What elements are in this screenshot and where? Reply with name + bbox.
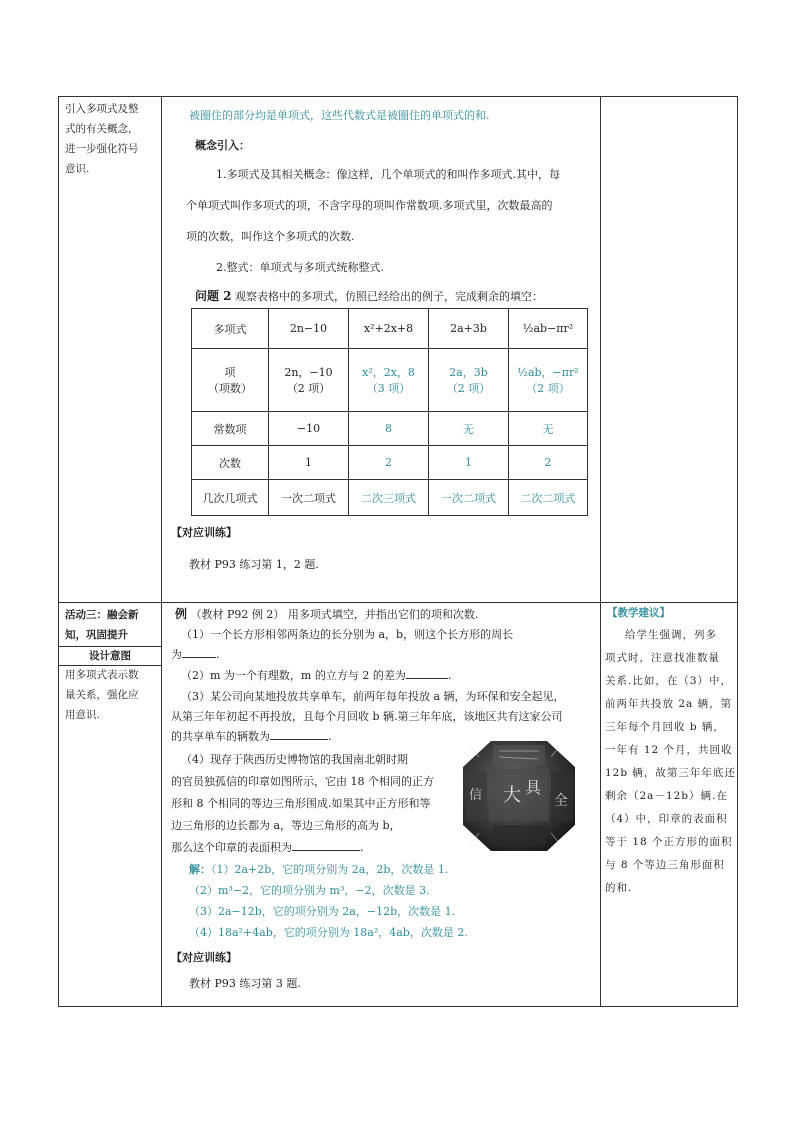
training-text: 教材 P93 练习第 1，2 题. [189, 558, 319, 571]
table-cell [429, 349, 509, 412]
solution-2: （2）m³−2，它的项分别为 m³，−2，次数是 3. [189, 884, 430, 897]
answer-blank [406, 668, 448, 679]
seal-drawing [459, 737, 579, 855]
row-divider [59, 602, 737, 603]
table-cell [269, 349, 349, 412]
cell-count: （2 项） [286, 382, 331, 395]
cell-terms: ½ab，−πr² [517, 366, 579, 379]
table-cell: −10 [269, 412, 349, 446]
row2-design-intent [65, 665, 157, 725]
suggestion-line: 剩余（2a－12b）辆.在 [605, 790, 728, 802]
example-3: （3）某公司向某地投放共享单车，前两年每年投放 a 辆，为环保和安全起见， [181, 690, 565, 703]
table-row [192, 309, 588, 349]
solution-3: （3）2a−12b，它的项分别为 2a，−12b，次数是 1. [189, 905, 456, 918]
row-header-text: 项 [224, 366, 236, 379]
table-cell: 一次二项式 [429, 480, 509, 516]
example-heading [171, 604, 599, 625]
row-header [192, 349, 269, 412]
intent-line: 进一步强化符号 [65, 143, 139, 155]
table-row [192, 349, 588, 412]
example-4-line: 形和 8 个相同的等边三角形围成.如果其中正方形和等 [171, 797, 431, 810]
intent-line: 意识. [65, 163, 90, 175]
training-title: 【对应训练】 [171, 951, 237, 964]
example-1-text: 为 [171, 648, 182, 661]
concept-1 [174, 159, 598, 252]
example-2-text: （2）m 为一个有理数，m 的立方与 2 的差为 [181, 669, 406, 682]
suggestion-line: 的和. [605, 882, 633, 894]
seal-char: 信 [469, 788, 483, 803]
design-label: 设计意图 [59, 646, 161, 666]
table-cell: 二次二项式 [509, 480, 588, 516]
example-4-line: 的官员独孤信的印章如图所示，它由 18 个相同的正方 [171, 775, 434, 788]
suggestion-title: 【教学建议】 [607, 607, 670, 619]
cell-count: （3 项） [366, 382, 411, 395]
table-cell: 无 [429, 412, 509, 446]
intent-line: 式的有关概念， [65, 123, 139, 135]
activity-title [65, 605, 139, 645]
row-header: 常数项 [192, 412, 269, 446]
question-label: 问题 2 [195, 289, 232, 303]
table-cell [349, 349, 429, 412]
table-cell: ½ab−πr² [509, 309, 588, 349]
intent-line: 用多项式表示数 [65, 669, 139, 681]
table-cell: 2 [509, 446, 588, 480]
question-text: 观察表格中的多项式，仿照已经给出的例子，完成剩余的填空： [235, 290, 544, 303]
example-2: （2）m 为一个有理数，m 的立方与 2 的差为 . [181, 669, 452, 682]
example-3-end: 的共享单车的辆数为 . [171, 730, 332, 743]
table-cell [509, 349, 588, 412]
table-row [192, 412, 588, 446]
seal-image [459, 737, 579, 855]
solution-text: （1）2a+2b，它的项分别为 2a，2b，次数是 1. [211, 863, 449, 876]
table-cell: 2a+3b [429, 309, 509, 349]
concept-title: 概念引入： [195, 139, 250, 152]
answer-blank [292, 840, 360, 851]
polynomial-table [191, 308, 588, 516]
suggestion-line: 三年每个月回收 b 辆， [605, 721, 725, 733]
seal-char: 大 [503, 785, 521, 806]
example-text: （教材 P92 例 2） 用多项式填空，并指出它们的项和次数. [190, 608, 479, 621]
suggestion-line: 项式时，注意找准数量 [605, 652, 720, 664]
solution-label: 解： [189, 863, 211, 876]
seal-char: 全 [554, 793, 568, 809]
table-cell: 无 [509, 412, 588, 446]
cell-count: （2 项） [526, 382, 570, 395]
suggestion-line: 等于 18 个正方形的面积 [605, 836, 733, 848]
row1-design-intent [65, 99, 157, 179]
example-4-line: 边三角形的边长都为 a，等边三角形的高为 b， [171, 819, 401, 832]
concept-line: 1.多项式及其相关概念：像这样，几个单项式的和叫作多项式.其中，每 [216, 168, 560, 181]
cell-terms: 2a，3b [449, 366, 488, 379]
col-divider-1 [161, 97, 162, 1006]
teaching-suggestion [605, 624, 737, 900]
cell-terms: x²，2x，8 [362, 366, 415, 379]
solution-4: （4）18a²+4ab，它的项分别为 18a²，4ab，次数是 2. [189, 926, 468, 939]
concept-line: 个单项式叫作多项式的项，不含字母的项叫作常数项.多项式里，次数最高的 [186, 199, 553, 212]
cell-count: （2 项） [446, 382, 491, 395]
col-divider-2 [600, 97, 601, 1006]
example-4-end: 那么这个印章的表面积为 . [171, 841, 364, 854]
row-header: 多项式 [192, 309, 269, 349]
concept-line: 项的次数，叫作这个多项式的次数. [186, 230, 355, 243]
solution-1 [171, 859, 599, 880]
table-row [192, 446, 588, 480]
intent-line: 量关系，强化应 [65, 689, 139, 701]
suggestion-line: 与 8 个等边三角形面积 [605, 859, 725, 871]
table-cell: 2 [349, 446, 429, 480]
table-cell: 1 [429, 446, 509, 480]
table-cell: 二次三项式 [349, 480, 429, 516]
activity-title-line: 知，巩固提升 [65, 629, 128, 641]
training-text: 教材 P93 练习第 3 题. [189, 977, 301, 990]
cell-terms: 2n，−10 [284, 366, 333, 379]
table-cell: 一次二项式 [269, 480, 349, 516]
answer-blank [182, 647, 216, 658]
example-3-text: 的共享单车的辆数为 [171, 730, 270, 743]
concept-2: 2.整式：单项式与多项式统称整式. [216, 261, 384, 274]
example-4-text: 那么这个印章的表面积为 [171, 841, 292, 854]
suggestion-line: （4）中，印章的表面积 [605, 813, 728, 825]
activity-title-line: 活动三：融会新 [65, 609, 139, 621]
example-1-cont: 为 . [171, 648, 220, 661]
example-label: 例 [175, 607, 188, 621]
table-row [192, 480, 588, 516]
answer-blank [270, 729, 328, 740]
lesson-table [58, 96, 738, 1007]
example-3-cont: 从第三年年初起不再投放，且每个月回收 b 辆.第三年年底，该地区共有这家公司 [171, 710, 563, 723]
example-1: （1）一个长方形相邻两条边的长分别为 a，b，则这个长方形的周长 [181, 628, 514, 641]
suggestion-line: 一年有 12 个月，共回收 [605, 744, 733, 756]
intro-text: 被圈住的部分均是单项式，这些代数式是被圈住的单项式的和. [189, 109, 490, 122]
suggestion-line: 关系.比如，在（3）中， [605, 675, 733, 687]
table-cell: 2n−10 [269, 309, 349, 349]
intent-line: 用意识. [65, 709, 100, 721]
row-header-sub: （项数） [208, 382, 252, 395]
question-2 [195, 287, 543, 304]
suggestion-line: 12b 辆，故第三年年底还 [605, 767, 736, 779]
example-4: （4）现存于陕西历史博物馆的我国南北朝时期 [181, 753, 408, 766]
suggestion-line: 给学生强调，列多 [625, 629, 717, 641]
seal-char: 具 [525, 778, 542, 797]
table-cell: x²+2x+8 [349, 309, 429, 349]
suggestion-line: 前两年共投放 2a 辆，第 [605, 698, 733, 710]
table-cell: 8 [349, 412, 429, 446]
table-cell: 1 [269, 446, 349, 480]
row-header: 几次几项式 [192, 480, 269, 516]
row-header: 次数 [192, 446, 269, 480]
intent-line: 引入多项式及整 [65, 103, 139, 115]
training-title: 【对应训练】 [171, 526, 237, 539]
